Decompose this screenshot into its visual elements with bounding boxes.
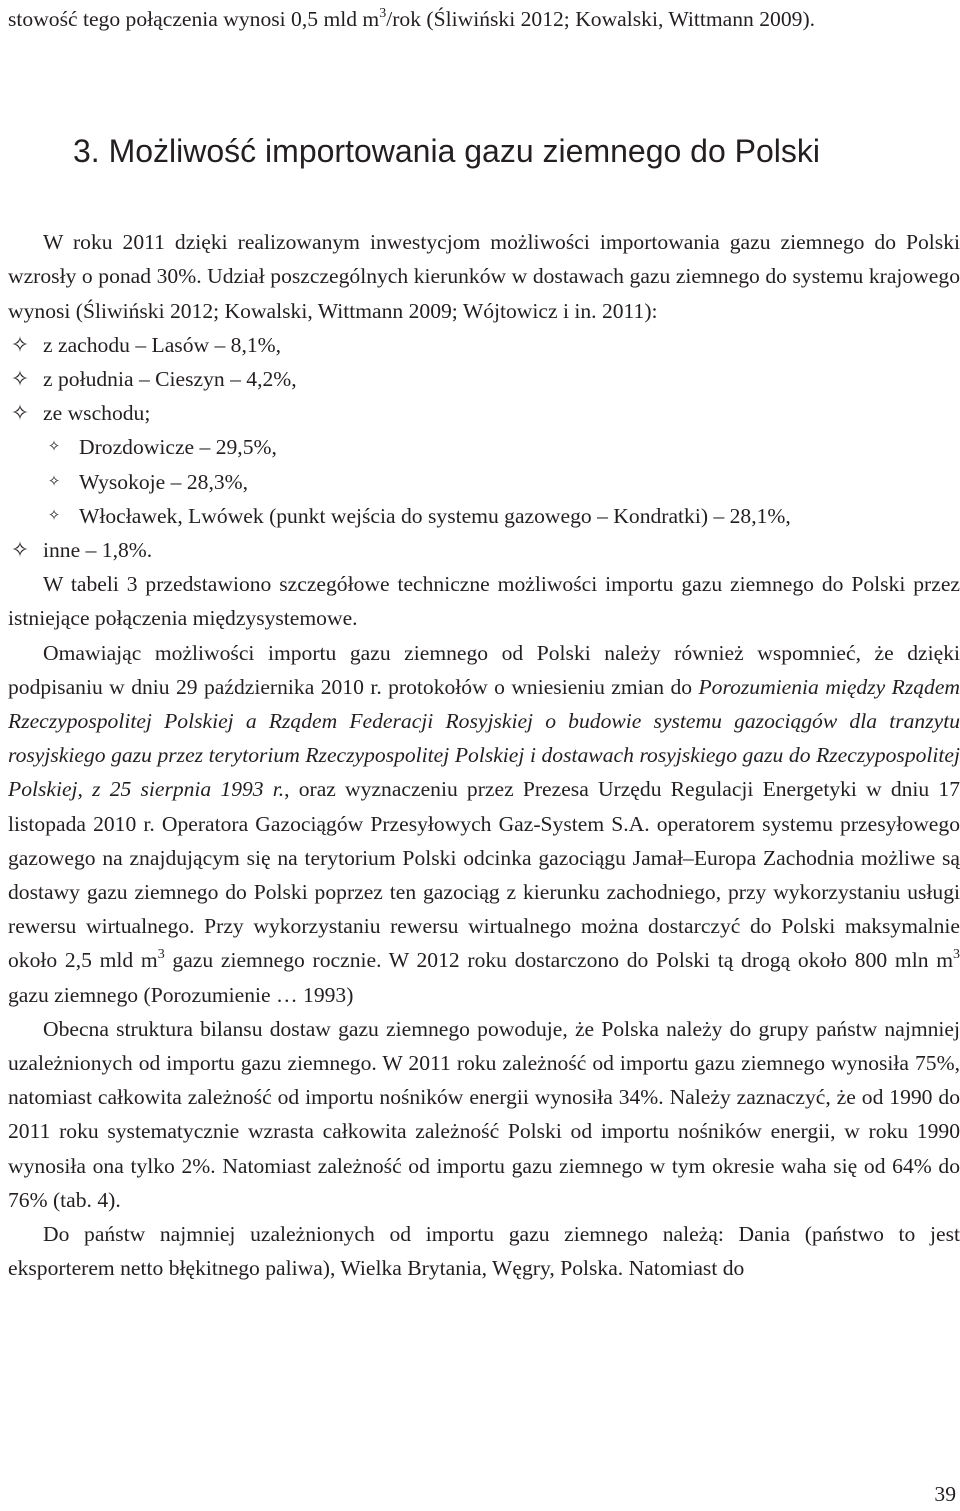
list-item-text: Drozdowicze – 29,5%,: [79, 435, 277, 460]
diamond-star-icon: ✧: [47, 439, 61, 456]
import-directions-list: [8, 328, 960, 567]
document-page: [8, 0, 960, 1286]
sub-list-item: [8, 465, 960, 499]
diamond-star-icon: ✧: [10, 366, 30, 392]
countries-paragraph: Do państw najmniej uzależnionych od importu gazu ziemnego należą: Dania (państwo to jest eksporterem netto błękitnego paliwa), Wielka Brytania, Węgry, Polska. Natomiast do: [8, 1222, 960, 1281]
intro-paragraph: W roku 2011 dzięki realizowanym inwestycjom możliwości importowania gazu ziemnego do Polski wzrosły o ponad 30%. Udział poszczególnych kierunków w dostawach gazu ziemnego do systemu krajowego wynosi (Śliwiński 2012; Kowalski, Wittmann 2009; Wójtowicz i in. 2011):: [8, 230, 960, 323]
table3-paragraph: W tabeli 3 przedstawiono szczegółowe techniczne możliwości importu gazu ziemnego do Polski przez istniejące połączenia międzysystemowe.: [8, 572, 960, 631]
list-item-text: z zachodu – Lasów – 8,1%,: [43, 332, 282, 357]
agreement-title: Porozumienia między Rządem Rzeczypospolitej Polskiej a Rządem Federacji Rosyjskiej o budowie systemu gazociągów dla tranzytu rosyjskiego gazu przez terytorium Rzeczypospolitej Polskiej i dostawach rosyjskiego gazu do Rzeczypospolitej Polskiej, z 25 sierpnia 1993 r.: [8, 674, 960, 802]
list-item-text: ze wschodu;: [43, 401, 151, 426]
list-item-text: Wysokoje – 28,3%,: [79, 469, 249, 494]
text-run: stowość tego połączenia wynosi 0,5 mld m: [8, 7, 380, 31]
sub-list-item: [8, 430, 960, 464]
structure-paragraph: Obecna struktura bilansu dostaw gazu ziemnego powoduje, że Polska należy do grupy państw najmniej uzależnionych od importu gazu ziemnego. W 2011 roku zależność od importu gazu ziemnego wynosiła 75%, natomiast całkowita zależność od importu nośników energii wynosiła 34%. Należy zaznaczyć, że od 1990 do 2011 roku systematycznie wzrasta całkowita zależność Polski od importu nośników energii, w roku 1990 wynosiła ona tylko 2%. Natomiast zależność od importu gazu ziemnego w tym okresie waha się od 64% do 76% (tab. 4).: [8, 1016, 960, 1212]
list-item: [8, 362, 960, 396]
text-run: , oraz wyznaczeniu przez Prezesa Urzędu Regulacji Energetyki w dniu 17 listopada 2010 r. Operatora Gazociągów Przesyłowych Gaz-System S.A. operatorem systemu przesyłowego gazowego na znajdującym się na terytorium Polski odcinka gazociągu Jamał–Europa Zachodnia możliwe są dostawy gazu ziemnego do Polski poprzez ten gazociąg z kierunku zachodniego, przy wykorzystaniu usługi rewersu wirtualnego. Przy wykorzystaniu rewersu wirtualnego można dostarczyć do Polski maksymalnie około 2,5 mld m: [8, 777, 960, 973]
list-item-text: inne – 1,8%.: [43, 538, 153, 563]
list-item: [8, 533, 960, 567]
list-item: [8, 328, 960, 362]
list-item-text: z południa – Cieszyn – 4,2%,: [43, 367, 297, 392]
diamond-star-icon: ✧: [47, 507, 61, 524]
superscript: 3: [379, 6, 387, 21]
import-paragraph: [8, 636, 960, 1012]
superscript: 3: [157, 947, 165, 963]
list-item-text: Włocławek, Lwówek (punkt wejścia do systemu gazowego – Kondratki) – 28,1%,: [79, 503, 791, 528]
superscript: 3: [953, 947, 960, 963]
text-run: gazu ziemnego (Porozumienie … 1993): [8, 982, 354, 1007]
list-item: [8, 396, 960, 430]
diamond-star-icon: ✧: [10, 331, 30, 357]
continued-paragraph: [8, 2, 960, 36]
text-run: /rok (Śliwiński 2012; Kowalski, Wittmann 2009).: [386, 7, 816, 31]
diamond-star-icon: ✧: [10, 400, 30, 426]
text-run: Omawiając możliwości importu gazu ziemnego od Polski należy również wspomnieć, że dzięki podpisaniu w dniu 29 października 2010 r. protokołów o wniesieniu zmian do: [8, 640, 960, 699]
diamond-star-icon: ✧: [47, 473, 61, 490]
sub-list-item: [8, 499, 960, 533]
diamond-star-icon: ✧: [10, 537, 30, 563]
section-heading: 3. Możliwość importowania gazu ziemnego do Polski: [73, 133, 821, 170]
page-number: 39: [934, 1482, 956, 1506]
text-run: gazu ziemnego rocznie. W 2012 roku dostarczono do Polski tą drogą około 800 mln m: [164, 948, 953, 973]
